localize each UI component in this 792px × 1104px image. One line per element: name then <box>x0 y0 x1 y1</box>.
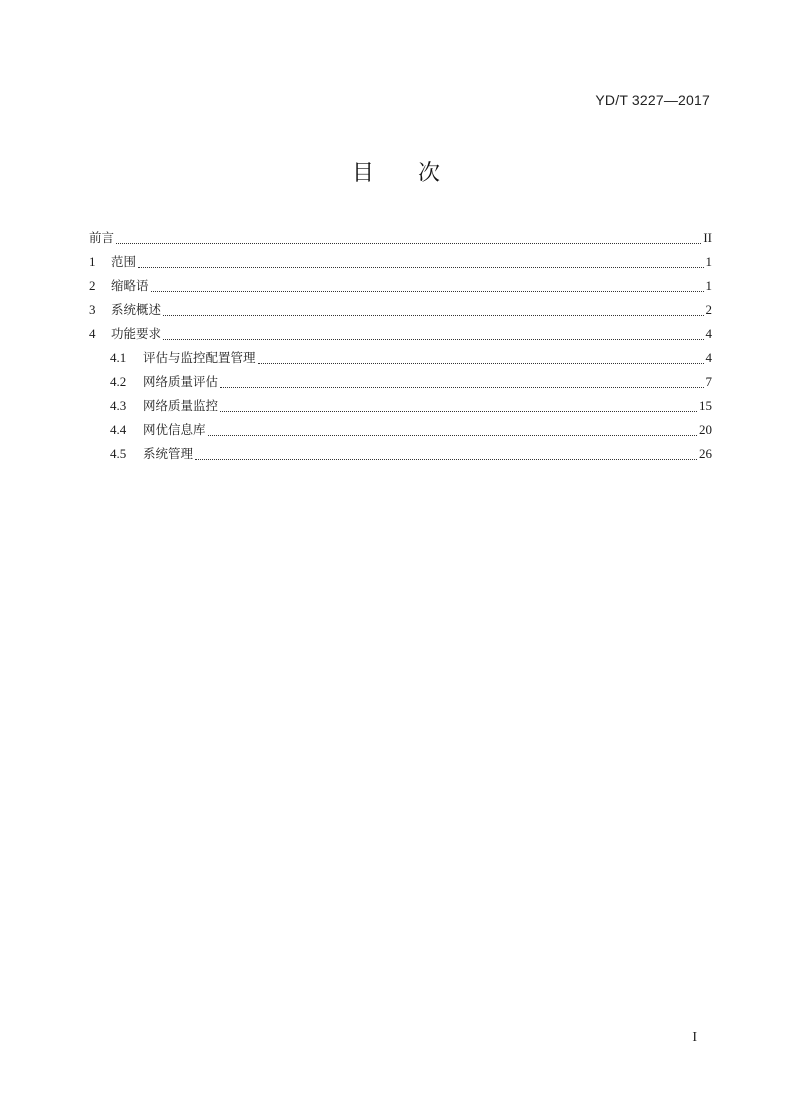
toc-entry-page: 20 <box>699 422 712 437</box>
toc-entry-number: 2 <box>89 278 96 293</box>
toc-entry[interactable] <box>89 252 712 276</box>
toc-entry-page: 2 <box>705 302 712 317</box>
toc-entry-page: 4 <box>705 350 712 365</box>
toc-entry-title: 网络质量监控 <box>143 398 219 413</box>
toc-entry-page: 4 <box>705 326 712 341</box>
toc-dot-leader <box>258 363 704 364</box>
toc-entry-title: 系统管理 <box>143 446 194 461</box>
toc-entry-page: 1 <box>705 278 712 293</box>
toc-entry-title: 网优信息库 <box>143 422 206 437</box>
toc-entry-number: 4 <box>89 326 96 341</box>
toc-entry-number: 4.4 <box>110 422 127 437</box>
toc-entry-title: 范围 <box>111 254 137 269</box>
toc-entry-number: 4.2 <box>110 374 127 389</box>
toc-entry[interactable] <box>89 276 712 300</box>
toc-dot-leader <box>163 315 703 316</box>
toc-entry[interactable] <box>89 372 712 396</box>
toc-entry-page: 1 <box>705 254 712 269</box>
toc-title: 目次 <box>351 161 484 186</box>
toc-dot-leader <box>195 459 697 460</box>
toc-entry-page: 15 <box>699 398 712 413</box>
toc-entry-title: 系统概述 <box>111 302 162 317</box>
toc-entry-number: 4.5 <box>110 446 127 461</box>
toc-entry[interactable] <box>89 300 712 324</box>
toc-entry-number: 4.3 <box>110 398 127 413</box>
toc-entry-title: 评估与监控配置管理 <box>143 350 256 365</box>
toc-dot-leader <box>220 387 703 388</box>
toc-entry-number: 4.1 <box>110 350 127 365</box>
toc-entry[interactable] <box>89 348 712 372</box>
toc-dot-leader <box>138 267 703 268</box>
toc-entry[interactable] <box>89 228 712 252</box>
toc-dot-leader <box>116 243 701 244</box>
toc-entry-title: 缩略语 <box>111 278 149 293</box>
toc-entry[interactable] <box>89 444 712 468</box>
toc-entry-title: 网络质量评估 <box>143 374 219 389</box>
standard-code: YD/T 3227—2017 <box>595 92 710 108</box>
page-number: I <box>692 1030 697 1045</box>
toc-dot-leader <box>220 411 697 412</box>
toc-entry[interactable] <box>89 324 712 348</box>
toc-entry[interactable] <box>89 396 712 420</box>
toc-entry-page: 26 <box>699 446 712 461</box>
toc-entry-title: 功能要求 <box>111 326 162 341</box>
toc-entry-page: II <box>703 230 712 245</box>
toc-dot-leader <box>151 291 704 292</box>
toc-entry-title: 前言 <box>89 230 115 245</box>
toc-dot-leader <box>208 435 697 436</box>
toc-entry[interactable] <box>89 420 712 444</box>
toc-entry-page: 7 <box>705 374 712 389</box>
table-of-contents <box>89 228 712 468</box>
toc-entry-number: 3 <box>89 302 96 317</box>
toc-dot-leader <box>163 339 703 340</box>
toc-entry-number: 1 <box>89 254 96 269</box>
